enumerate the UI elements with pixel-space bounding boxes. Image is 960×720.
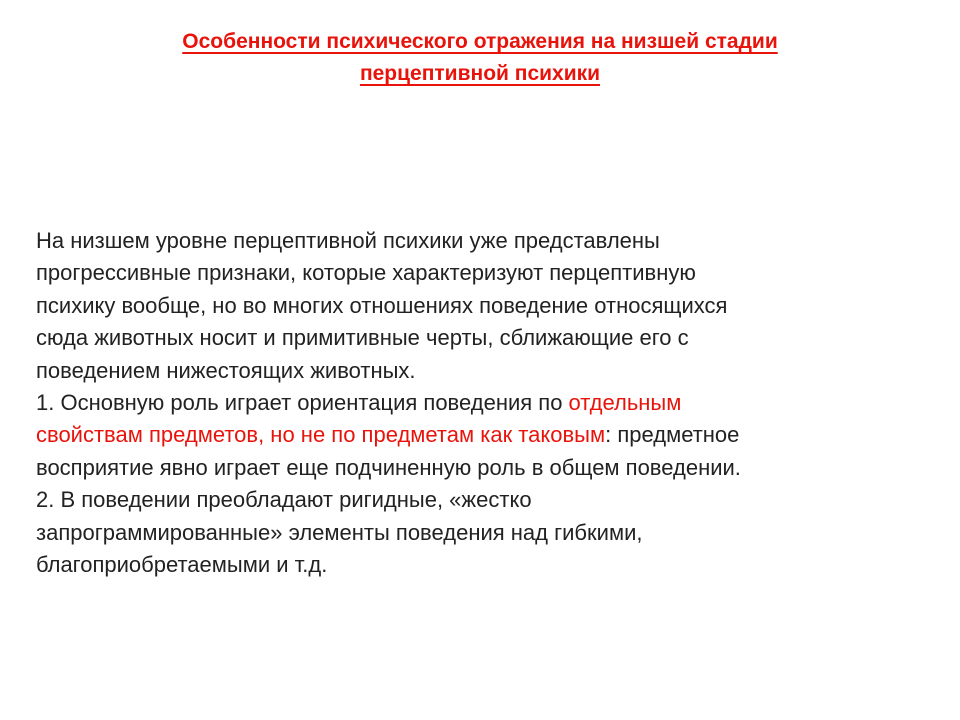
intro-line-1: На низшем уровне перцептивной психики уже представлены xyxy=(36,228,660,253)
slide-title-line xyxy=(40,26,920,58)
intro-line-3: психику вообще, но во многих отношениях поведение относящихся xyxy=(36,292,728,318)
intro-line-2: прогрессивные признаки, которые характеризуют перцептивную xyxy=(36,260,696,286)
point-2-line-2: запрограммированные» элементы поведения над гибкими, xyxy=(36,519,643,545)
slide-title-line-2: перцептивной психики xyxy=(359,62,601,85)
point-1-line-3: восприятие явно играет еще подчиненную роль в общем поведении. xyxy=(36,454,741,480)
point-2-line-1: 2. В поведении преобладают ригидные, «жестко xyxy=(36,487,532,513)
point-1-line-2 xyxy=(36,419,916,451)
slide-title xyxy=(40,26,920,90)
slide-body xyxy=(36,225,916,581)
point-1-highlight: свойствам предметов, но не по предметам как таковым xyxy=(36,422,606,448)
point-2-line-3: благоприобретаемыми и т.д. xyxy=(36,552,328,578)
point-1-text: : предметное xyxy=(605,422,740,448)
slide-title-line xyxy=(40,58,920,90)
intro-line-5: поведением нижестоящих животных. xyxy=(36,357,416,383)
point-1-highlight: отдельным xyxy=(568,390,682,416)
intro-line-4: сюда животных носит и примитивные черты, сближающие его с xyxy=(36,325,689,351)
point-1-text: 1. Основную роль играет ориентация поведения по xyxy=(36,390,569,416)
point-1-line-1 xyxy=(36,387,916,419)
slide-title-line-1: Особенности психического отражения на низшей стадии xyxy=(182,30,778,53)
